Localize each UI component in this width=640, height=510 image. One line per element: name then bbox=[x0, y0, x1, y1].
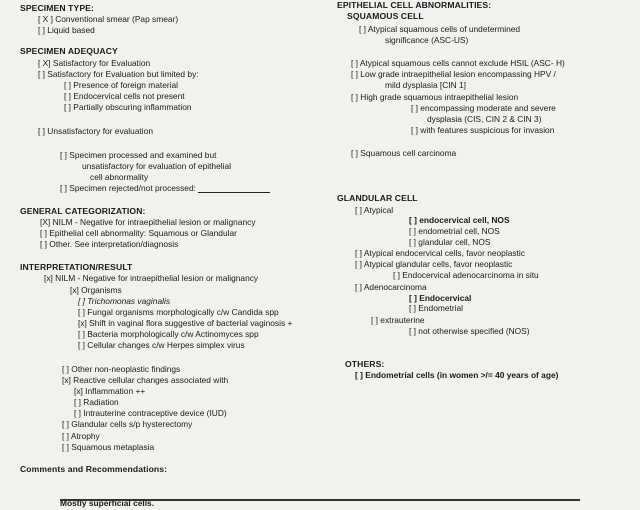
glandular-adenocarcinoma: [ ] Adenocarcinoma bbox=[355, 282, 427, 292]
interp-non-neoplastic: [ ] Other non-neoplastic findings bbox=[62, 364, 181, 374]
interp-iud: [ ] Intrauterine contraceptive device (IUD) bbox=[74, 408, 227, 418]
glandular-atypical-endocervical: [ ] Atypical endocervical cells, favor neoplastic bbox=[355, 248, 525, 258]
others-endometrial-cells: [ ] Endometrial cells (in women >/= 40 years of age) bbox=[355, 370, 559, 380]
specimen-type-liquid: [ ] Liquid based bbox=[38, 25, 95, 35]
glandular-heading: GLANDULAR CELL bbox=[337, 193, 418, 203]
interp-fungal: [ ] Fungal organisms morphologically c/w Candida spp bbox=[78, 307, 279, 317]
interp-reactive: [x] Reactive cellular changes associated with bbox=[62, 375, 229, 385]
adequacy-satisfactory: [ X] Satisfactory for Evaluation bbox=[38, 58, 151, 68]
adequacy-processed-3: cell abnormality bbox=[90, 172, 149, 182]
adequacy-inflammation: [ ] Partially obscuring inflammation bbox=[64, 102, 192, 112]
comments-rule bbox=[60, 499, 580, 501]
glandular-ais: [ ] Endocervical adenocarcinoma in situ bbox=[393, 270, 539, 280]
squamous-hsil-invasion: [ ] with features suspicious for invasion bbox=[411, 125, 555, 135]
interp-organisms: [x] Organisms bbox=[70, 285, 122, 295]
squamous-hsil-moderate: [ ] encompassing moderate and severe bbox=[411, 103, 556, 113]
specimen-type-conventional: [ X ] Conventional smear (Pap smear) bbox=[38, 14, 179, 24]
comments-heading: Comments and Recommendations: bbox=[20, 464, 168, 474]
adenocarcinoma-nos: [ ] not otherwise specified (NOS) bbox=[409, 326, 530, 336]
rejected-reason-blank bbox=[198, 184, 270, 193]
specimen-type-heading: SPECIMEN TYPE: bbox=[20, 3, 94, 13]
adequacy-rejected bbox=[60, 183, 270, 193]
categorization-nilm: [X] NILM - Negative for intraepithelial lesion or malignancy bbox=[40, 217, 256, 227]
squamous-asch: [ ] Atypical squamous cells cannot exclude HSIL (ASC- H) bbox=[351, 58, 565, 68]
adenocarcinoma-endocervical: [ ] Endocervical bbox=[409, 293, 472, 303]
interp-flora-shift: [x] Shift in vaginal flora suggestive of bacterial vaginosis + bbox=[78, 318, 293, 328]
adenocarcinoma-extrauterine: [ ] extrauterine bbox=[371, 315, 425, 325]
interp-inflammation: [x] Inflammation ++ bbox=[74, 386, 146, 396]
adenocarcinoma-endometrial: [ ] Endometrial bbox=[409, 303, 463, 313]
squamous-ascus: [ ] Atypical squamous cells of undetermined bbox=[359, 24, 521, 34]
glandular-atypical-glandular: [ ] Atypical glandular cells, favor neoplastic bbox=[355, 259, 513, 269]
comments-text: Mostly superficial cells. bbox=[60, 498, 155, 508]
general-categorization-heading: GENERAL CATEGORIZATION: bbox=[20, 206, 146, 216]
adequacy-rejected-label: [ ] Specimen rejected/not processed: bbox=[60, 183, 196, 193]
interp-herpes: [ ] Cellular changes c/w Herpes simplex virus bbox=[78, 340, 245, 350]
epithelial-heading: EPITHELIAL CELL ABNORMALITIES: bbox=[337, 0, 492, 10]
glandular-endometrial-nos: [ ] endometrial cell, NOS bbox=[409, 226, 500, 236]
adequacy-endocervical: [ ] Endocervical cells not present bbox=[64, 91, 185, 101]
squamous-ascus-2: significance (ASC-US) bbox=[385, 35, 469, 45]
squamous-hsil-moderate-2: dysplasia (CIS, CIN 2 & CIN 3) bbox=[427, 114, 542, 124]
squamous-hsil: [ ] High grade squamous intraepithelial lesion bbox=[351, 92, 519, 102]
adequacy-processed: [ ] Specimen processed and examined but bbox=[60, 150, 217, 160]
adequacy-processed-2: unsatisfactory for evaluation of epithelial bbox=[82, 161, 231, 171]
squamous-lsil-2: mild dysplasia [CIN 1] bbox=[385, 80, 466, 90]
interp-trichomonas: [ ] Trichomonas vaginalis bbox=[78, 296, 171, 306]
glandular-endocervical-nos: [ ] endocervical cell, NOS bbox=[409, 215, 510, 225]
categorization-epithelial: [ ] Epithelial cell abnormality: Squamous or Glandular bbox=[40, 228, 237, 238]
interp-actinomyces: [ ] Bacteria morphologically c/w Actinomyces spp bbox=[78, 329, 259, 339]
glandular-atypical: [ ] Atypical bbox=[355, 205, 394, 215]
interp-glandular: [ ] Glandular cells s/p hysterectomy bbox=[62, 419, 193, 429]
interp-nilm: [x] NILM - Negative for intraepithelial lesion or malignancy bbox=[44, 273, 259, 283]
specimen-adequacy-heading: SPECIMEN ADEQUACY bbox=[20, 46, 118, 56]
squamous-lsil: [ ] Low grade intraepithelial lesion encompassing HPV / bbox=[351, 69, 556, 79]
adequacy-unsatisfactory: [ ] Unsatisfactory for evaluation bbox=[38, 126, 153, 136]
interp-atrophy: [ ] Atrophy bbox=[62, 431, 100, 441]
others-heading: OTHERS: bbox=[345, 359, 385, 369]
interpretation-heading: INTERPRETATION/RESULT bbox=[20, 262, 133, 272]
squamous-subheading: SQUAMOUS CELL bbox=[347, 11, 424, 21]
categorization-other: [ ] Other. See interpretation/diagnosis bbox=[40, 239, 179, 249]
interp-radiation: [ ] Radiation bbox=[74, 397, 119, 407]
glandular-cell-nos: [ ] glandular cell, NOS bbox=[409, 237, 491, 247]
adequacy-foreign-material: [ ] Presence of foreign material bbox=[64, 80, 179, 90]
interp-metaplasia: [ ] Squamous metaplasia bbox=[62, 442, 155, 452]
adequacy-limited: [ ] Satisfactory for Evaluation but limited by: bbox=[38, 69, 199, 79]
squamous-carcinoma: [ ] Squamous cell carcinoma bbox=[351, 148, 457, 158]
